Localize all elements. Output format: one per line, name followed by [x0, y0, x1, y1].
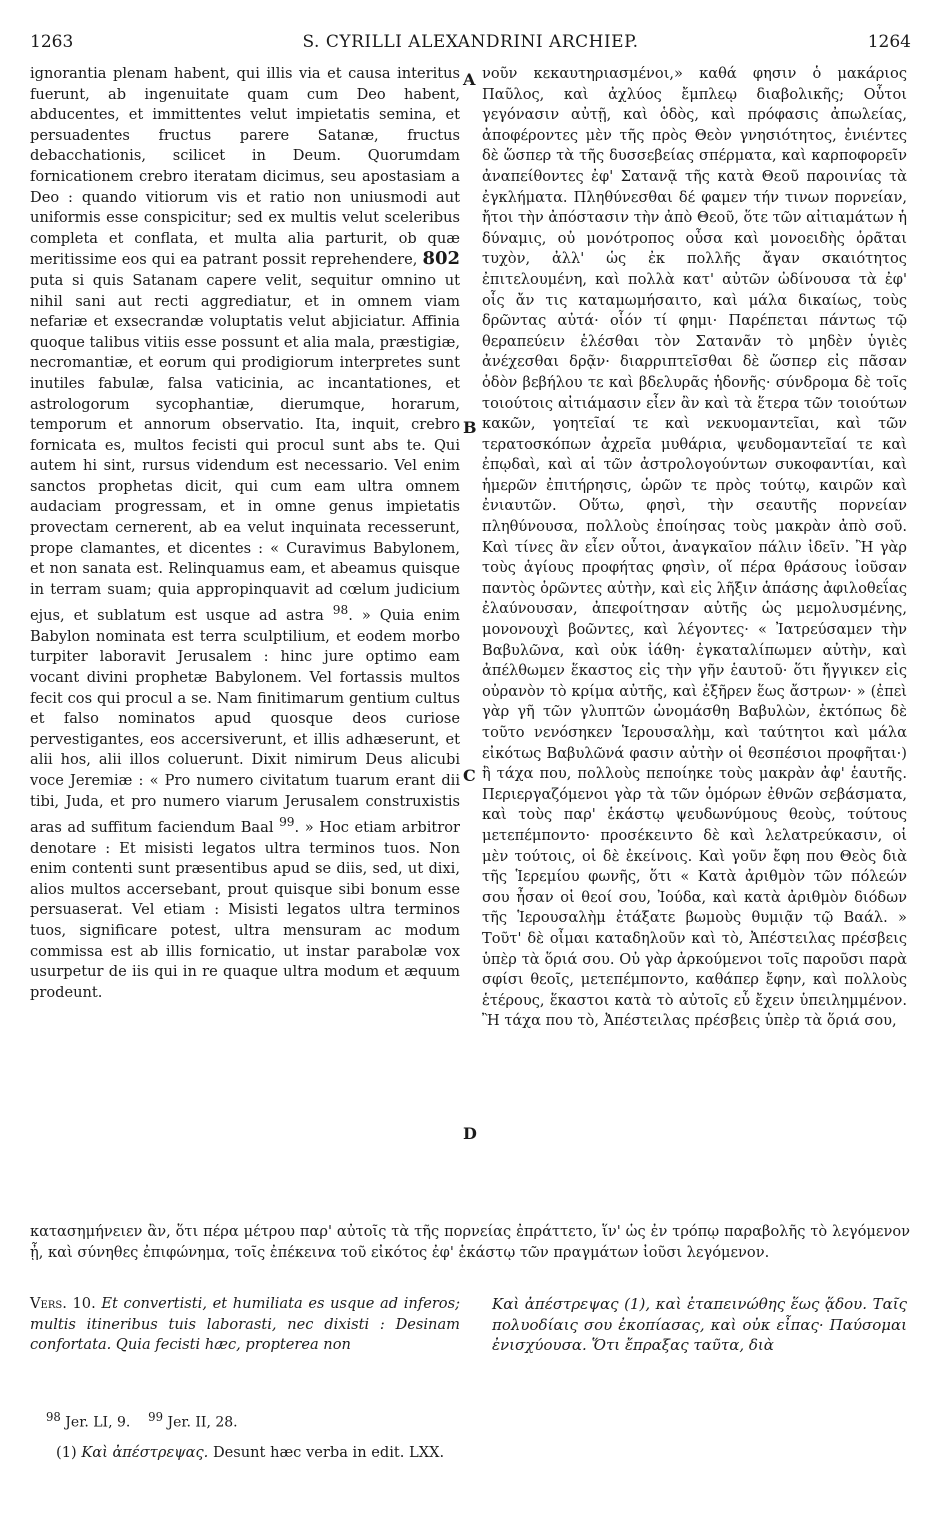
greek-text: νοῦν κεκαυτηριασμένοι,» καθά φησιν ὁ μακάριος Παῦλος, καὶ ἀχλύος ἔμπλεῳ διαβολικῆς; Οὗτοι γεγόνασιν αὐτῇ, καὶ ὁδὸς, καὶ πρόφασις ἀπωλείας, ἀποφέροντες μὲν τῆς πρὸς Θεὸν γνησιότητος, ἐνιέντες δὲ ὥσπερ τὰ τῆς δυσσεβείας σπέρματα, καὶ καρποφορεῖν ἀναπείθοντες ἐφ' Σατανᾷ τῆς κατὰ Θεοῦ παροινίας τὰ ἐγκλήματα. Πληθύνεσθαι δέ φαμεν τήν τινων πορνείαν, ἤτοι τὴν ἀπόστασιν τὴν ἀπὸ Θεοῦ, ὅτε τῶν αἰτιαμάτων ἡ δύναμις, οὐ μονότροπος οὖσα καὶ μονοειδὴς ὁρᾶται τυχὸν, ἀλλ' ὡς ἐκ πολλῆς ἄγαν σκαιότητος ἐπιτελουμένη, καὶ πολλὰ κατ' αὐτῶν ὠδίνουσα τὰ ἐφ' οἷς ἄν τις καταμωμήσαιτο, καὶ μάλα δικαίως, τοὺς δρῶντας αὐτά· οἷόν τί φημι· Παρέπεται πάντως τῷ θεραπεύειν ἑλέσθαι τὸν Σατανᾶν τὸ μηδὲν ὑγιὲς ἀνέχεσθαι δρᾷν· διαρριπτεῖσθαι δὲ ὥσπερ εἰς πᾶσαν ὁδὸν βεβήλου τε καὶ βδελυρᾶς ἡδονῆς· σύνδρομα δὲ τοῖς τοιούτοις αἰτιάμασιν εἶεν ἂν καὶ τὰ ἕτερα τῶν τοιούτων κακῶν, γοητεῖαί τε καὶ νεκυομαντεῖαι, καὶ τῶν τερατοσκόπων ἀχρεῖα μυθάρια, ψευδομαντεῖαί τε καὶ ἐπῳδαὶ, καὶ αἱ τῶν ἀστρολογούντων συκοφαντίαι, καὶ ἡμερῶν ἐπιτήρησις, ὡρῶν τε πρὸς τούτῳ, καιρῶν καὶ ἐνιαυτῶν. Οὕτω, φησὶ, τὴν σεαυτῆς πορνείαν πληθύνουσα, πολλοὺς ἐποίησας τοὺς μακρὰν ἀπὸ σοῦ. Καὶ τίνες ἂν εἶεν οὗτοι, ἀναγκαῖον πάλιν ἰδεῖν. Ἢ γὰρ τοὺς ἁγίους προφήτας φησὶν, οἵ πέρα θράσους ἰοῦσαν παντὸς ὁρῶντες αὐτὴν, καὶ εἰς λῆξιν ἁπάσης ἀφιλοθεΐας ἐλαύνουσαν, ἀπεφοίτησαν αὐτῆς ὡς μεμολυσμένης, μονονουχὶ βοῶντες, καὶ λέγοντες· « Ἰατρεύσαμεν τὴν Βαβυλῶνα, καὶ οὐκ ἰάθη· ἐγκαταλίπωμεν αὐτὴν, καὶ ἀπέλθωμεν ἕκαστος εἰς τὴν γῆν ἑαυτοῦ· ὅτι ἤγγικεν εἰς οὐρανὸν τὸ κρίμα αὐτῆς, καὶ ἐξῆρεν ἕως ἄστρων· » (ἐπεὶ γὰρ γῆ τῶν γλυπτῶν ὠνομάσθη Βαβυλὼν, ἐκτόπως δὲ τοῦτο νενόσηκεν Ἱερουσαλὴμ, καὶ ταύτητοι καὶ μάλα εἰκότως Βαβυλῶνά φασιν αὐτὴν οἱ θεσπέσιοι προφῆται·) ἢ τάχα που, πολλοὺς πεποίηκε τοὺς μακρὰν ἀφ' ἑαυτῆς. Περιεργαζόμενοι γὰρ τὰ τῶν ὁμόρων ἐθνῶν σεβάσματα, καὶ τοὺς παρ' ἑκάστῳ ψευδωνύμους θεοὺς, τούτους μετεπέμποντο· προσέκειντο δὲ καὶ λελατρεύκασιν, οἱ μὲν τούτοις, οἱ δὲ ἐκείνοις. Καὶ γοῦν ἔφη που Θεὸς διὰ τῆς Ἱερεμίου φωνῆς, ὅτι « Κατὰ ἀριθμὸν τῶν πόλεών σου ἦσαν οἱ θεοί σου, Ἰούδα, καὶ κατὰ ἀριθμὸν διόδων τῆς Ἱερουσαλὴμ ἐτάξατε βωμοὺς θυμιᾷν τῷ Βαάλ. » Τοῦτ' δὲ οἶμαι καταδηλοῦν καὶ τὸ, Ἀπέστειλας πρέσβεις ὑπὲρ τὰ ὅριά σου. Οὐ γὰρ ἀρκούμενοι τοῖς παροῦσι παρὰ σφίσι θεοῖς, μετεπέμποντο, καθάπερ ἔφην, καὶ πολλοὺς ἑτέρους, ἕκαστοι κατὰ τὸ αὐτοῖς εὖ ἔχειν ὑπειλημμένον. Ἢ τάχα που τὸ, Ἀπέστειλας πρέσβεις ὑπὲρ τὰ ὅριά σου, — [482, 65, 907, 1030]
latin-part-1: ignorantia plenam habent, qui illis via et causa interitus fuerunt, ab ingenuitate quam cum Deo habent, abducentes, et immittentes velut impietatis semina, et persuadentes fructus parere Satanæ, fructus debacchationis, scilicet in Deum. Quorumdam fornicationem crebro iteratam dicimus, seu apostasiam a Deo : quando vitiorum vis et ratio non uniusmodi aut uniformis esse conspicitur; sed ex multis velut sceleribus completa et conflata, et multa alia parturit, ob quæ meritissime eos qui ea patrant possit reprehendere, — [30, 65, 460, 269]
inline-column-number: 802 — [422, 248, 461, 270]
section-marker-b: B — [463, 418, 477, 437]
right-column-number: 1264 — [867, 32, 911, 52]
latin-text — [30, 64, 460, 1003]
verse-label: Vers. 10. — [30, 1295, 96, 1312]
verse-greek: Καὶ ἀπέστρεψας (1), καὶ ἐταπεινώθης ἕως ᾅδου. Ταῖς πολυοδίαις σου ἐκοπίασας, καὶ οὐκ εἶπας· Παύσομαι ἐνισχύουσα. Ὅτι ἔπραξας ταῦτα, διὰ — [492, 1295, 907, 1355]
footnote-ref-98: 98 — [332, 603, 349, 618]
latin-part-2: puta si quis Satanam capere velit, sequitur omnino ut nihil sani aut recti aggrediatur, et in omnem viam nefariæ et exsecrandæ voluptatis velut abjiciatur. Affinia quoque talibus vitiis esse possunt et alia mala, præstigiæ, necromantiæ, et eorum qui prodigiorum interpretes sunt inutiles fabulæ, falsa vaticinia, ac incantationes, et astrologorum sycophantiæ, dierumque, horarum, temporum et annorum observatio. Ita, inquit, crebro fornicata es, multos fecisti qui procul sunt abs te. Qui autem hi sint, rursus videndum est necessario. Vel enim sanctos prophetas dicit, qui cum eam ultra omnem audaciam progressam, et in omne genus impietatis provectam cernerent, ab ea velut inquinata recesserunt, prope clamantes, et dicentes : « Curavimus Babylonem, et non sanata est. Relinquamus eam, et abeamus quisque in terram suam; quia appropinquavit ad cœlum judicium ejus, et sublatum est usque ad astra — [30, 271, 460, 625]
footnotes-scripture — [46, 1410, 238, 1431]
fn1-mark: (1) — [56, 1444, 77, 1461]
verse-latin — [30, 1294, 460, 1356]
footnote-ref-99: 99 — [279, 815, 295, 830]
section-marker-a: A — [463, 70, 476, 89]
fn99-text: Jer. II, 28. — [167, 1414, 238, 1431]
footnote-1 — [56, 1444, 444, 1461]
fn1-text: Desunt hæc verba in edit. LXX. — [212, 1444, 445, 1461]
running-header — [30, 32, 911, 56]
greek-column — [482, 64, 907, 1032]
fn98-number: 98 — [46, 1410, 61, 1424]
section-marker-c: C — [463, 766, 476, 785]
verse-latin-text: Et convertisti, et humiliata es usque ad inferos; multis itineribus tuis laborasti, nec dixisti : Desinam confortata. Quia fecisti hæc, propterea non — [30, 1295, 460, 1354]
latin-column — [30, 64, 460, 1003]
fn98-text: Jer. LI, 9. — [65, 1414, 131, 1431]
full-width-greek: κατασημήνειεν ἂν, ὅτι πέρα μέτρου παρ' αὐτοῖς τὰ τῆς πορνείας ἐπράττετο, ἵν' ὡς ἐν τρόπῳ παραβολῆς τὸ λεγόμενον ᾖ, καὶ σύνηθες ἐπιφώνημα, τοῖς ἐπέκεινα τοῦ εἰκότος ἐφ' ἑκάστῳ τῶν πραγμάτων ἰοῦσι λεγόμενον. — [30, 1223, 910, 1261]
fn1-greek: Καὶ ἀπέστρεψας. — [81, 1444, 209, 1461]
running-title: S. CYRILLI ALEXANDRINI ARCHIEP. — [302, 32, 639, 52]
latin-part-4: . » Hoc etiam arbitror denotare : Et misisti legatos ultra terminos tuos. Non enim contenti sunt præsentibus apud se diis, sed, ut dixi, alios multos accersebant, prout quisque sibi bonum esse persuaserat. Vel etiam : Misisti legatos ultra terminos tuos, significare potest, ultra mensuram ac modum commissa est ab illis fornicatio, ut instar parabolæ vox usurpetur de iis qui in re quaque ultra modum et æquum prodeunt. — [30, 819, 461, 1001]
left-column-number: 1263 — [30, 32, 74, 52]
latin-part-3: . » Quia enim Babylon nominata est terra sculptilium, et eodem morbo turpiter laboravit Jerusalem : hinc jure optimo eam vocant divini prophetæ Babylonem. Vel fortassis multos fecit cos qui procul a se. Nam finitimarum gentium cultus et falso nominatos apud quosque deos curiose pervestigantes, eos accersiverunt, et illis adhæserunt, et alii hos, alii illos coluerunt. Dixit nimirum Deus alicubi voce Jeremiæ : « Pro numero civitatum tuarum erant dii tibi, Juda, et pro numero viarum Jerusalem construxistis aras ad suffitum faciendum Baal — [30, 607, 460, 837]
fn99-number: 99 — [148, 1410, 163, 1424]
section-marker-d: D — [463, 1124, 477, 1143]
